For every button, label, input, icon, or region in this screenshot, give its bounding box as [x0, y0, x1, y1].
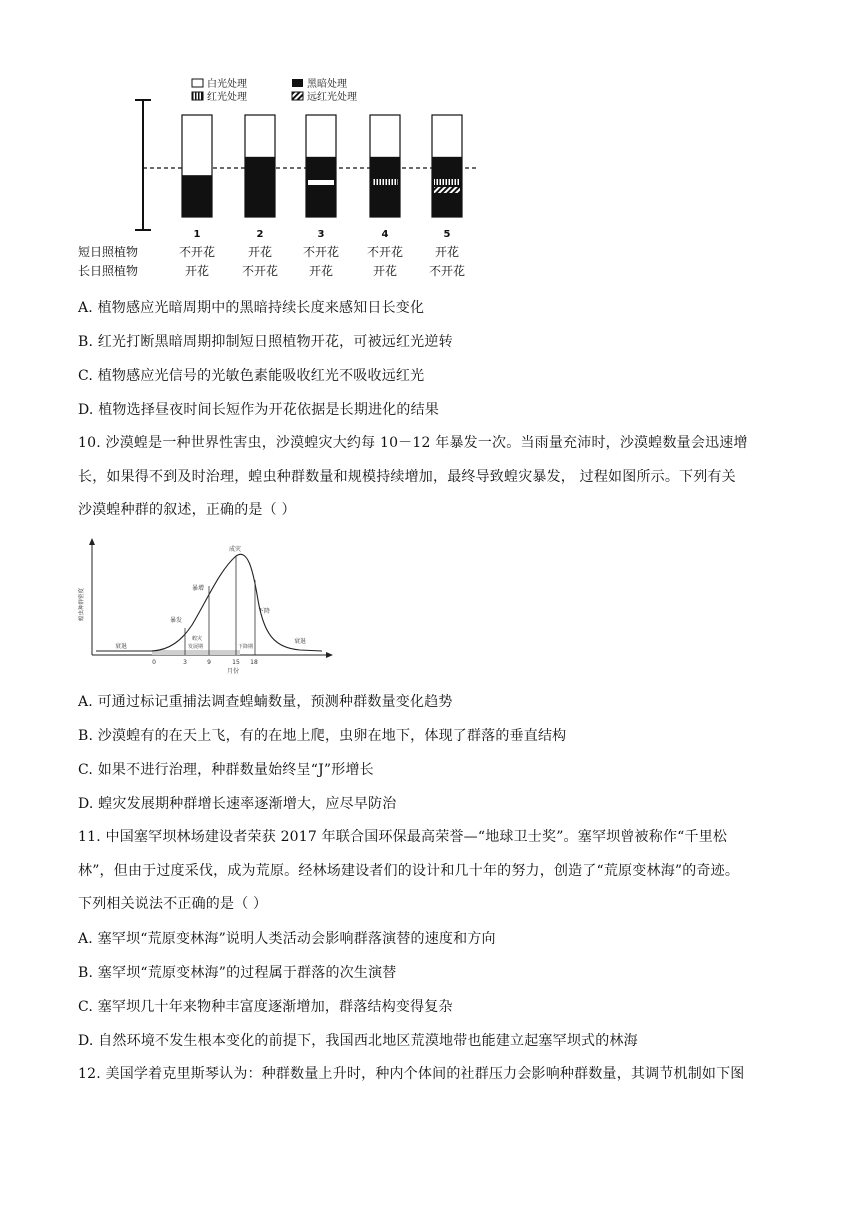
legend-swatch-black — [292, 79, 303, 87]
bar-5-long-day-result: 不开花 — [428, 264, 466, 278]
bar-4-dark — [370, 157, 400, 217]
development-band — [152, 650, 240, 655]
q10-option-c: C. 如果不进行治理，种群数量始终呈“J”形增长 — [78, 762, 374, 778]
chart-y-arrow — [89, 538, 95, 545]
bar-3-long-day-result: 开花 — [308, 264, 334, 278]
label-fall-period: 下降期 — [238, 644, 254, 650]
bar-1-short-day-result: 不开花 — [178, 245, 216, 259]
q11-option-c: C. 塞罕坝几十年来物种丰富度逐渐增加，群落结构变得复杂 — [78, 999, 453, 1015]
q10-option-d: D. 蝗灾发展期种群增长速率逐渐增大，应尽早防治 — [78, 796, 397, 812]
label-disaster: 成灾 — [229, 546, 242, 553]
bar-3-short-day-result: 不开花 — [302, 245, 340, 259]
row-label-long-day: 长日照植物 — [78, 264, 139, 278]
period-scale — [135, 100, 151, 230]
tick-0: 0 — [152, 659, 156, 666]
bar-5-dark — [432, 157, 462, 217]
q10-stem-line-2: 长，如果得不到及时治理，蝗虫种群数量和规模持续增加，最终导致蝗灾暴发， 过程如图所示。下列有关 — [78, 469, 736, 485]
q11-option-a: A. 塞罕坝“荒原变林海”说明人类活动会影响群落演替的速度和方向 — [78, 931, 496, 947]
bar-1-dark — [182, 175, 212, 217]
bar-2-long-day-result: 不开花 — [241, 264, 279, 278]
q11-stem-line-2: 林”，但由于过度采伐，成为荒原。经林场建设者们的设计和几十年的努力，创造了“荒原变林海”的奇迹。 — [78, 863, 740, 879]
bar-1-long-day-result: 开花 — [184, 264, 210, 278]
q9-option-d: D. 植物选择昼夜时间长短作为开花依据是长期进化的结果 — [78, 402, 440, 418]
bar-5-red-flash — [434, 179, 460, 185]
bar-4-red-flash — [372, 179, 398, 185]
q10-option-b: B. 沙漠蝗有的在天上飞，有的在地上爬，虫卵在地下，体现了群落的垂直结构 — [78, 728, 567, 744]
q10-option-a: A. 可通过标记重捕法调查蝗蝻数量，预测种群数量变化趋势 — [78, 694, 453, 710]
legend-black-label: 黑暗处理 — [307, 79, 347, 90]
bar-5-short-day-result: 开花 — [434, 245, 460, 259]
legend-white-label: 白光处理 — [207, 79, 247, 90]
treatment-bars — [179, 115, 465, 278]
bar-2-dark — [245, 157, 275, 217]
photoperiod-figure — [0, 0, 860, 290]
tick-9: 9 — [207, 659, 211, 666]
bar-3-dark — [306, 157, 336, 217]
legend-farred-label: 远红光处理 — [307, 92, 357, 103]
label-dev-2: 发展期 — [188, 644, 204, 650]
legend-swatch-red — [192, 92, 203, 100]
label-dev-1: 蝗灾 — [192, 636, 203, 642]
label-outbreak: 暴发 — [170, 617, 183, 624]
bar-5-farred-flash — [434, 187, 460, 193]
population-curve — [96, 554, 322, 651]
tick-3: 3 — [183, 659, 187, 666]
bar-4-number: 4 — [381, 229, 389, 240]
label-decline-right: 衰退 — [294, 638, 307, 645]
bar-4-short-day-result: 不开花 — [366, 245, 404, 259]
row-label-short-day: 短日照植物 — [78, 245, 139, 259]
tick-15: 15 — [232, 659, 240, 666]
bar-4-long-day-result: 开花 — [372, 264, 398, 278]
q11-option-d: D. 自然环境不发生根本变化的前提下，我国西北地区荒漠地带也能建立起塞罕坝式的林海 — [78, 1033, 638, 1049]
bar-2-number: 2 — [256, 229, 264, 240]
label-drop: 下降 — [258, 608, 271, 615]
q11-option-b: B. 塞罕坝“荒原变林海”的过程属于群落的次生演替 — [78, 965, 397, 981]
legend-swatch-white — [192, 79, 203, 87]
q9-option-b: B. 红光打断黑暗周期抑制短日照植物开花，可被远红光逆转 — [78, 334, 453, 350]
chart-x-arrow — [326, 652, 333, 658]
label-surge: 暴增 — [192, 585, 205, 592]
q11-stem-line-1: 11. 中国塞罕坝林场建设者荣获 2017 年联合国环保最高荣誉—“地球卫士奖”。塞罕坝曾被称作“千里松 — [78, 829, 728, 845]
bar-1-number: 1 — [193, 229, 201, 240]
legend-swatch-farred — [292, 92, 303, 100]
chart-xlabel: 月份 — [226, 668, 240, 675]
q11-stem-line-3: 下列相关说法不正确的是（ ） — [78, 896, 268, 912]
tick-18: 18 — [250, 659, 258, 666]
bar-3-white-flash — [308, 180, 334, 185]
q12-stem-line-1: 12. 美国学着克里斯琴认为：种群数量上升时，种内个体间的社群压力会影响种群数量，其调节机制如下图 — [78, 1066, 745, 1082]
bar-5-number: 5 — [443, 229, 451, 240]
bar-3-number: 3 — [317, 229, 325, 240]
q9-option-a: A. 植物感应光暗周期中的黑暗持续长度来感知日长变化 — [78, 300, 425, 316]
chart-ylabel: 蝗虫种群密度 — [79, 587, 85, 621]
q9-option-c: C. 植物感应光信号的光敏色素能吸收红光不吸收远红光 — [78, 368, 425, 384]
q10-stem-line-1: 10. 沙漠蝗是一种世界性害虫，沙漠蝗灾大约每 10－12 年暴发一次。当雨量充沛时，沙漠蝗数量会迅速增 — [78, 435, 748, 451]
label-decline-left: 衰退 — [115, 643, 128, 650]
bar-2-short-day-result: 开花 — [247, 245, 273, 259]
legend-red-label: 红光处理 — [207, 92, 247, 103]
figure-legend — [192, 77, 357, 103]
q10-stem-line-3: 沙漠蝗种群的叙述，正确的是（ ） — [78, 502, 296, 518]
